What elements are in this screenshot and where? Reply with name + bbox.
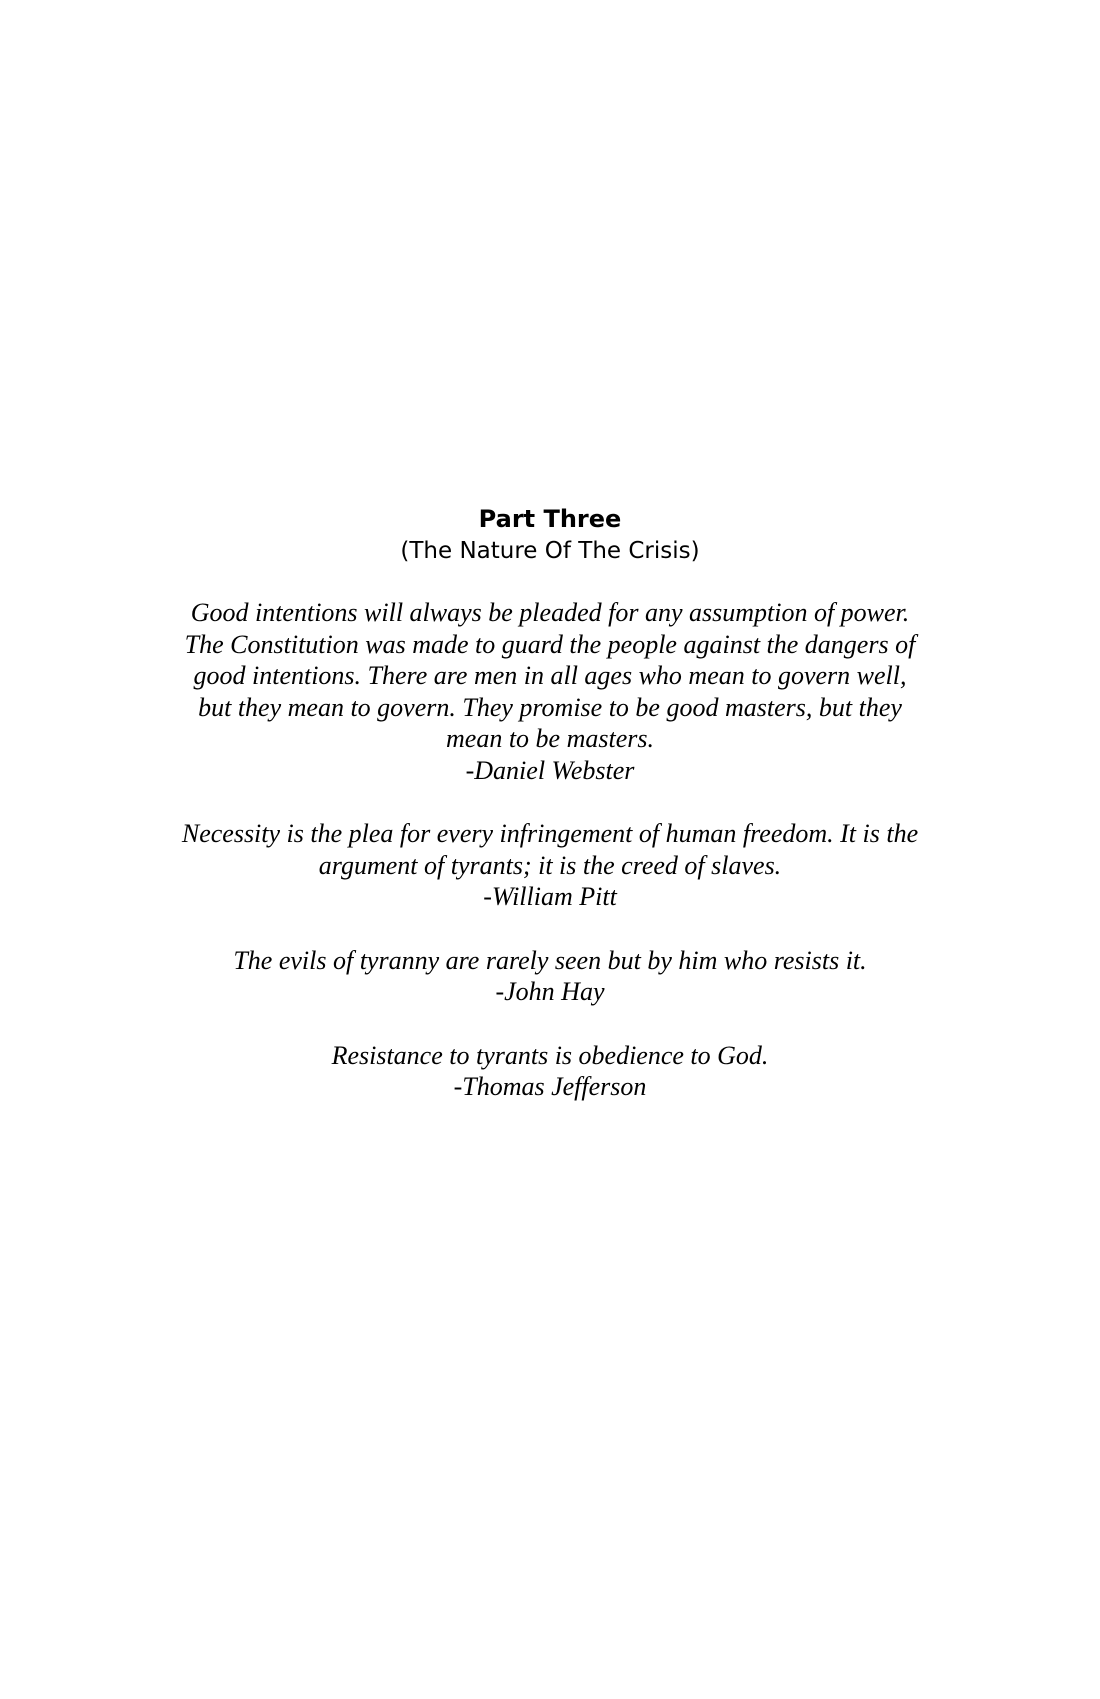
part-title: Part Three (478, 505, 622, 533)
quote-pitt (0, 818, 1100, 913)
quote-author: -Daniel Webster (465, 755, 635, 785)
quote-author: -William Pitt (483, 882, 617, 911)
quote-hay (0, 945, 1100, 1008)
quote-jefferson (0, 1040, 1100, 1103)
quote-author: -John Hay (495, 977, 605, 1006)
quote-line: Resistance to tyrants is obedience to God. (331, 1040, 769, 1070)
page-content (0, 503, 1100, 1135)
quote-author: -Thomas Jefferson (453, 1072, 647, 1101)
quote-webster (0, 597, 1100, 786)
quote-line: The Constitution was made to guard the people against the dangers of (184, 629, 916, 659)
quote-line: good intentions. There are men in all ages who mean to govern well, (193, 661, 907, 690)
part-subtitle: (The Nature Of The Crisis) (400, 538, 700, 564)
quote-line: mean to be masters. (446, 724, 654, 753)
quote-line: but they mean to govern. They promise to be good masters, but they (198, 692, 902, 722)
quote-line: The evils of tyranny are rarely seen but by him who resists it. (233, 945, 867, 975)
quote-line: Necessity is the plea for every infringement of human freedom. It is the (181, 819, 919, 848)
quote-line: Good intentions will always be pleaded for any assumption of power. (190, 598, 910, 627)
quotes-section (0, 597, 1100, 1103)
quote-line: argument of tyrants; it is the creed of slaves. (318, 850, 782, 880)
